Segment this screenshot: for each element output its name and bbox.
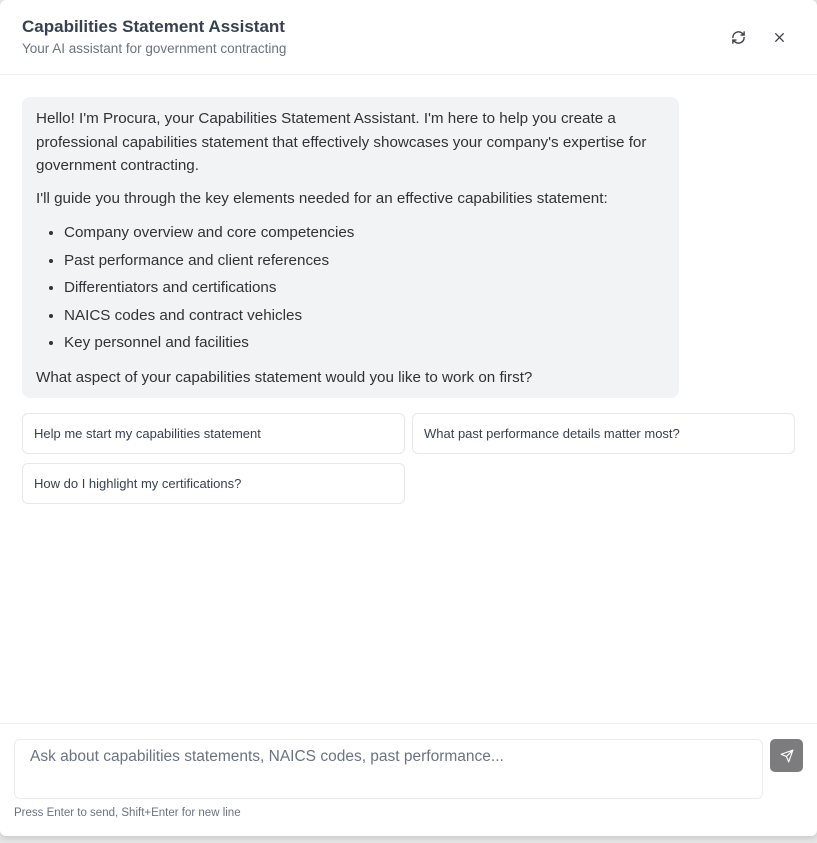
send-button[interactable] (770, 739, 803, 772)
refresh-icon (731, 30, 746, 45)
close-icon (773, 31, 786, 44)
message-input[interactable]: Ask about capabilities statements, NAICS codes, past performance... (14, 739, 763, 799)
composer-hint: Press Enter to send, Shift+Enter for new line (14, 807, 241, 819)
refresh-button[interactable] (727, 26, 749, 48)
panel-subtitle: Your AI assistant for government contracting (22, 41, 287, 56)
assistant-message (22, 97, 679, 398)
list-item: • NAICS codes and contract vehicles (64, 302, 665, 330)
suggestion-button[interactable]: How do I highlight my certifications? (22, 463, 405, 504)
panel-header (0, 0, 817, 75)
list-item: • Key personnel and facilities (64, 329, 665, 357)
list-item: • Differentiators and certifications (64, 274, 665, 302)
panel-title: Capabilities Statement Assistant (22, 17, 285, 36)
list-item: • Past performance and client references (64, 247, 665, 275)
message-intro: Hello! I'm Procura, your Capabilities Statement Assistant. I'm here to help you create a professional capabilities statement that effectively showcases your company's expertise for government contracting. (36, 110, 647, 174)
close-button[interactable] (768, 26, 790, 48)
suggestion-button[interactable]: Help me start my capabilities statement (22, 413, 405, 454)
message-question: What aspect of your capabilities statement would you like to work on first? (36, 368, 533, 386)
composer (0, 723, 817, 836)
message-guide: I'll guide you through the key elements needed for an effective capabilities statement: (36, 189, 608, 207)
message-list (36, 219, 665, 357)
suggestion-button[interactable]: What past performance details matter most? (412, 413, 795, 454)
send-icon (780, 749, 794, 763)
list-item: • Company overview and core competencies (64, 219, 665, 247)
